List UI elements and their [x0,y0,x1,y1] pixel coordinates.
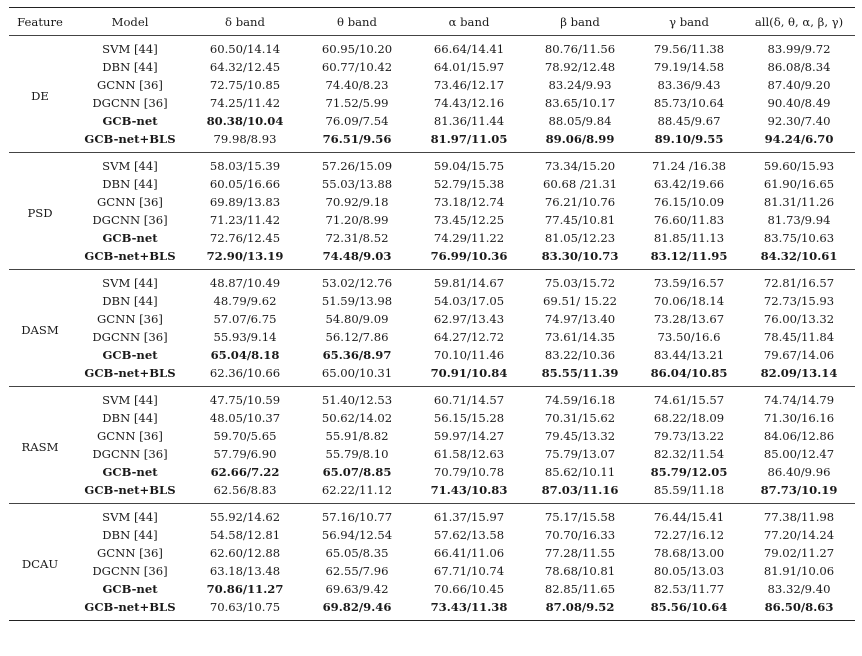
model-name: DBN [44] [102,177,158,191]
accuracy-cell: 57.26/15.09 [321,159,393,173]
accuracy-cell: 80.38/10.04 [206,114,284,128]
accuracy-cell: 72.81/16.57 [763,276,835,290]
accuracy-cell: 59.97/14.27 [433,429,505,443]
model-name: GCB-net+BLS [84,132,176,146]
accuracy-cell: 60.71/14.57 [433,393,505,407]
accuracy-cell: 48.79/9.62 [213,294,277,308]
accuracy-cell: 78.68/10.81 [544,564,616,578]
accuracy-cell: 86.50/8.63 [764,600,834,614]
model-name: GCB-net+BLS [84,366,176,380]
model-name: GCB-net [102,582,158,596]
accuracy-cell: 72.73/15.93 [763,294,835,308]
accuracy-cell: 56.12/7.86 [325,330,389,344]
accuracy-cell: 73.59/16.57 [653,276,725,290]
model-name: DBN [44] [102,60,158,74]
accuracy-cell: 90.40/8.49 [767,96,831,110]
accuracy-cell: 60.95/10.20 [321,42,393,56]
accuracy-cell: 60.77/10.42 [321,60,393,74]
accuracy-cell: 73.18/12.74 [433,195,505,209]
accuracy-cell: 56.15/15.28 [433,411,505,425]
accuracy-cell: 77.45/10.81 [544,213,616,227]
model-name: GCNN [36] [97,429,163,443]
accuracy-cell: 72.31/8.52 [325,231,389,245]
table-row [9,229,855,247]
accuracy-cell: 78.45/11.84 [763,330,835,344]
accuracy-cell: 50.62/14.02 [321,411,393,425]
accuracy-cell: 62.56/8.83 [213,483,277,497]
accuracy-cell: 70.63/10.75 [209,600,281,614]
header-beta-band: β band [525,8,635,36]
model-name: GCNN [36] [97,546,163,560]
accuracy-cell: 64.01/15.97 [433,60,505,74]
model-name: GCB-net+BLS [84,483,176,497]
accuracy-cell: 76.21/10.76 [544,195,616,209]
accuracy-cell: 76.00/13.32 [763,312,835,326]
accuracy-cell: 59.81/14.67 [433,276,505,290]
accuracy-cell: 69.63/9.42 [325,582,389,596]
accuracy-cell: 54.03/17.05 [433,294,505,308]
accuracy-cell: 53.02/12.76 [321,276,393,290]
accuracy-cell: 56.94/12.54 [321,528,393,542]
table-row [9,364,855,387]
accuracy-cell: 88.45/9.67 [657,114,721,128]
accuracy-cell: 72.90/13.19 [206,249,284,263]
accuracy-cell: 79.98/8.93 [213,132,277,146]
accuracy-cell: 72.27/16.12 [653,528,725,542]
accuracy-cell: 83.32/9.40 [767,582,831,596]
table-row [9,175,855,193]
accuracy-cell: 79.02/11.27 [763,546,835,560]
feature-group-psd [9,153,855,270]
accuracy-cell: 78.92/12.48 [544,60,616,74]
results-table [9,7,855,621]
accuracy-cell: 79.73/13.22 [653,429,725,443]
table-row [9,445,855,463]
model-name: GCB-net+BLS [84,249,176,263]
header-all-bands: all(δ, θ, α, β, γ) [743,8,855,36]
accuracy-cell: 51.59/13.98 [321,294,393,308]
accuracy-cell: 52.79/15.38 [433,177,505,191]
accuracy-cell: 83.99/9.72 [767,42,831,56]
table-row [9,562,855,580]
table-row [9,328,855,346]
accuracy-cell: 70.91/10.84 [430,366,508,380]
feature-label: DCAU [21,557,59,571]
accuracy-cell: 47.75/10.59 [209,393,281,407]
accuracy-cell: 55.92/14.62 [209,510,281,524]
table-row [9,409,855,427]
accuracy-cell: 85.59/11.18 [653,483,725,497]
model-name: GCB-net [102,465,158,479]
accuracy-cell: 70.86/11.27 [206,582,284,596]
model-name: SVM [44] [102,510,158,524]
accuracy-cell: 73.45/12.25 [433,213,505,227]
accuracy-cell: 62.22/11.12 [321,483,393,497]
table-row [9,153,855,176]
accuracy-cell: 89.10/9.55 [654,132,724,146]
accuracy-cell: 79.56/11.38 [653,42,725,56]
accuracy-cell: 87.40/9.20 [767,78,831,92]
accuracy-cell: 75.79/13.07 [544,447,616,461]
table-row [9,211,855,229]
accuracy-cell: 83.36/9.43 [657,78,721,92]
table-row [9,504,855,527]
table-row [9,193,855,211]
accuracy-cell: 70.10/11.46 [433,348,505,362]
accuracy-cell: 82.53/11.77 [653,582,725,596]
accuracy-cell: 83.30/10.73 [541,249,619,263]
table-header [9,8,855,36]
accuracy-cell: 70.79/10.78 [433,465,505,479]
accuracy-cell: 84.06/12.86 [763,429,835,443]
accuracy-cell: 58.03/15.39 [209,159,281,173]
accuracy-cell: 76.15/10.09 [653,195,725,209]
accuracy-cell: 55.03/13.88 [321,177,393,191]
accuracy-cell: 71.23/11.42 [209,213,281,227]
accuracy-cell: 74.97/13.40 [544,312,616,326]
table-row [9,463,855,481]
accuracy-cell: 64.27/12.72 [433,330,505,344]
accuracy-cell: 70.92/9.18 [325,195,389,209]
accuracy-cell: 82.09/13.14 [760,366,838,380]
accuracy-cell: 54.58/12.81 [209,528,281,542]
table-row [9,292,855,310]
model-name: SVM [44] [102,42,158,56]
accuracy-cell: 86.08/8.34 [767,60,831,74]
accuracy-cell: 70.31/15.62 [544,411,616,425]
accuracy-cell: 76.51/9.56 [322,132,392,146]
accuracy-cell: 81.91/10.06 [763,564,835,578]
accuracy-cell: 76.99/10.36 [430,249,508,263]
model-name: DGCNN [36] [92,564,168,578]
accuracy-cell: 72.76/12.45 [209,231,281,245]
accuracy-cell: 65.05/8.35 [325,546,389,560]
accuracy-cell: 54.80/9.09 [325,312,389,326]
model-name: DBN [44] [102,411,158,425]
accuracy-cell: 64.32/12.45 [209,60,281,74]
accuracy-cell: 65.00/10.31 [321,366,393,380]
table-row [9,526,855,544]
accuracy-cell: 71.24 /16.38 [652,159,726,173]
accuracy-cell: 81.31/11.26 [763,195,835,209]
table-row [9,481,855,504]
accuracy-cell: 79.19/14.58 [653,60,725,74]
model-name: SVM [44] [102,159,158,173]
model-name: DGCNN [36] [92,96,168,110]
accuracy-cell: 75.17/15.58 [544,510,616,524]
accuracy-cell: 59.60/15.93 [763,159,835,173]
header-theta-band: θ band [301,8,413,36]
accuracy-cell: 77.28/11.55 [544,546,616,560]
accuracy-cell: 63.42/19.66 [653,177,725,191]
accuracy-cell: 66.64/14.41 [433,42,505,56]
accuracy-cell: 76.44/15.41 [653,510,725,524]
model-name: GCNN [36] [97,312,163,326]
accuracy-cell: 69.89/13.83 [209,195,281,209]
accuracy-cell: 65.36/8.97 [322,348,392,362]
accuracy-cell: 85.79/12.05 [650,465,728,479]
accuracy-cell: 87.08/9.52 [545,600,615,614]
model-name: GCNN [36] [97,78,163,92]
accuracy-cell: 61.58/12.63 [433,447,505,461]
accuracy-cell: 55.79/8.10 [325,447,389,461]
accuracy-cell: 81.73/9.94 [767,213,831,227]
feature-group-dasm [9,270,855,387]
accuracy-cell: 83.65/10.17 [544,96,616,110]
accuracy-cell: 61.90/16.65 [763,177,835,191]
model-name: DBN [44] [102,528,158,542]
accuracy-cell: 62.66/7.22 [210,465,280,479]
table-row [9,310,855,328]
accuracy-cell: 48.87/10.49 [209,276,281,290]
model-name: DGCNN [36] [92,447,168,461]
accuracy-cell: 85.56/10.64 [650,600,728,614]
header-row [9,8,855,36]
accuracy-cell: 61.37/15.97 [433,510,505,524]
accuracy-cell: 72.75/10.85 [209,78,281,92]
accuracy-cell: 71.52/5.99 [325,96,389,110]
feature-label: DASM [21,323,59,337]
accuracy-cell: 48.05/10.37 [209,411,281,425]
accuracy-cell: 77.20/14.24 [763,528,835,542]
header-delta-band: δ band [189,8,301,36]
header-alpha-band: α band [413,8,525,36]
header-gamma-band: γ band [635,8,743,36]
accuracy-cell: 80.76/11.56 [544,42,616,56]
accuracy-cell: 81.05/12.23 [544,231,616,245]
accuracy-cell: 87.03/11.16 [541,483,619,497]
feature-label: DE [31,89,49,103]
accuracy-cell: 68.22/18.09 [653,411,725,425]
header-model: Model [71,8,189,36]
accuracy-cell: 74.61/15.57 [653,393,725,407]
accuracy-cell: 59.04/15.75 [433,159,505,173]
accuracy-cell: 82.32/11.54 [653,447,725,461]
accuracy-cell: 94.24/6.70 [764,132,834,146]
table-row [9,76,855,94]
table-row [9,598,855,621]
accuracy-cell: 70.06/18.14 [653,294,725,308]
table-row [9,247,855,270]
accuracy-cell: 85.73/10.64 [653,96,725,110]
accuracy-cell: 83.12/11.95 [650,249,728,263]
accuracy-cell: 76.60/11.83 [653,213,725,227]
accuracy-cell: 81.85/11.13 [653,231,725,245]
table-row [9,427,855,445]
model-name: DBN [44] [102,294,158,308]
accuracy-cell: 78.68/13.00 [653,546,725,560]
accuracy-cell: 83.44/13.21 [653,348,725,362]
accuracy-cell: 82.85/11.65 [544,582,616,596]
accuracy-cell: 57.79/6.90 [213,447,277,461]
accuracy-cell: 74.29/11.22 [433,231,505,245]
accuracy-cell: 57.16/10.77 [321,510,393,524]
accuracy-cell: 60.68 /21.31 [543,177,617,191]
accuracy-cell: 74.40/8.23 [325,78,389,92]
table-row [9,58,855,76]
accuracy-cell: 83.24/9.93 [548,78,612,92]
accuracy-cell: 69.51/ 15.22 [543,294,617,308]
accuracy-cell: 73.50/16.6 [657,330,721,344]
accuracy-cell: 73.46/12.17 [433,78,505,92]
accuracy-cell: 83.22/10.36 [544,348,616,362]
accuracy-cell: 70.70/16.33 [544,528,616,542]
model-name: GCNN [36] [97,195,163,209]
accuracy-cell: 62.97/13.43 [433,312,505,326]
accuracy-cell: 85.00/12.47 [763,447,835,461]
accuracy-cell: 73.43/11.38 [430,600,508,614]
table-row [9,387,855,410]
accuracy-cell: 71.43/10.83 [430,483,508,497]
accuracy-cell: 92.30/7.40 [767,114,831,128]
accuracy-cell: 76.09/7.54 [325,114,389,128]
accuracy-cell: 63.18/13.48 [209,564,281,578]
model-name: GCB-net+BLS [84,600,176,614]
accuracy-cell: 83.75/10.63 [763,231,835,245]
accuracy-cell: 55.91/8.82 [325,429,389,443]
feature-label: RASM [21,440,59,454]
feature-group-dcau [9,504,855,621]
accuracy-cell: 74.59/16.18 [544,393,616,407]
accuracy-cell: 84.32/10.61 [760,249,838,263]
accuracy-cell: 81.36/11.44 [433,114,505,128]
accuracy-cell: 71.20/8.99 [325,213,389,227]
model-name: GCB-net [102,114,158,128]
accuracy-cell: 62.55/7.96 [325,564,389,578]
header-feature: Feature [9,8,71,36]
accuracy-cell: 67.71/10.74 [433,564,505,578]
model-name: DGCNN [36] [92,330,168,344]
accuracy-cell: 51.40/12.53 [321,393,393,407]
accuracy-cell: 81.97/11.05 [430,132,508,146]
table-row [9,580,855,598]
model-name: GCB-net [102,231,158,245]
accuracy-cell: 85.62/10.11 [544,465,616,479]
accuracy-cell: 65.04/8.18 [210,348,280,362]
accuracy-cell: 60.50/14.14 [209,42,281,56]
accuracy-cell: 57.07/6.75 [213,312,277,326]
table-row [9,130,855,153]
table-row [9,94,855,112]
accuracy-cell: 74.43/12.16 [433,96,505,110]
table-row [9,346,855,364]
accuracy-cell: 65.07/8.85 [322,465,392,479]
model-name: DGCNN [36] [92,213,168,227]
accuracy-cell: 79.45/13.32 [544,429,616,443]
accuracy-cell: 59.70/5.65 [213,429,277,443]
feature-group-rasm [9,387,855,504]
accuracy-cell: 70.66/10.45 [433,582,505,596]
accuracy-cell: 74.25/11.42 [209,96,281,110]
accuracy-cell: 89.06/8.99 [545,132,615,146]
accuracy-cell: 73.28/13.67 [653,312,725,326]
accuracy-cell: 88.05/9.84 [548,114,612,128]
accuracy-cell: 87.73/10.19 [760,483,838,497]
table-row [9,36,855,59]
accuracy-cell: 66.41/11.06 [433,546,505,560]
model-name: SVM [44] [102,276,158,290]
accuracy-cell: 86.04/10.85 [650,366,728,380]
accuracy-cell: 62.36/10.66 [209,366,281,380]
table-row [9,270,855,293]
accuracy-cell: 77.38/11.98 [763,510,835,524]
accuracy-cell: 75.03/15.72 [544,276,616,290]
accuracy-cell: 73.61/14.35 [544,330,616,344]
accuracy-cell: 71.30/16.16 [763,411,835,425]
model-name: SVM [44] [102,393,158,407]
accuracy-cell: 85.55/11.39 [541,366,619,380]
accuracy-cell: 74.48/9.03 [322,249,392,263]
accuracy-cell: 86.40/9.96 [767,465,831,479]
accuracy-cell: 73.34/15.20 [544,159,616,173]
accuracy-cell: 55.93/9.14 [213,330,277,344]
accuracy-cell: 79.67/14.06 [763,348,835,362]
accuracy-cell: 74.74/14.79 [763,393,835,407]
table-row [9,112,855,130]
feature-label: PSD [27,206,53,220]
table-row [9,544,855,562]
feature-group-de [9,36,855,153]
accuracy-cell: 62.60/12.88 [209,546,281,560]
accuracy-cell: 80.05/13.03 [653,564,725,578]
accuracy-cell: 60.05/16.66 [209,177,281,191]
accuracy-cell: 69.82/9.46 [322,600,392,614]
accuracy-cell: 57.62/13.58 [433,528,505,542]
model-name: GCB-net [102,348,158,362]
